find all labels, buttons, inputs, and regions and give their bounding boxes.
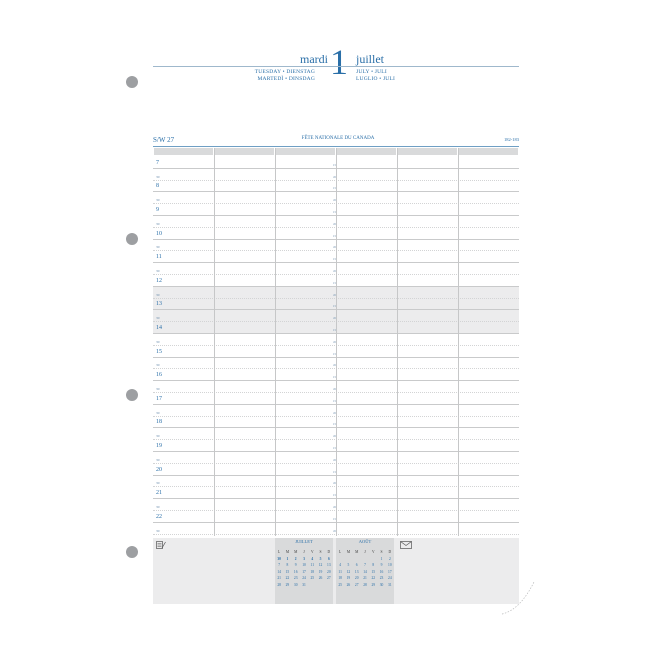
calendar-day: 24 bbox=[302, 576, 306, 580]
weekday-label: S bbox=[319, 550, 322, 554]
hour-label: 16 bbox=[156, 372, 162, 379]
weekday-label: D bbox=[327, 550, 331, 554]
quarter-label: 45 bbox=[333, 316, 336, 321]
calendar-august bbox=[336, 538, 394, 604]
calendar-day: 28 bbox=[277, 582, 281, 587]
calendar-day: 12 bbox=[346, 569, 351, 574]
hour-label: 17 bbox=[156, 395, 162, 402]
calendar-day: 21 bbox=[277, 576, 281, 580]
calendar-day: 30 bbox=[379, 582, 384, 587]
half-hour-label: 30 bbox=[156, 387, 160, 391]
quarter-label: 45 bbox=[333, 457, 336, 462]
month-name: juillet bbox=[356, 52, 384, 66]
weekday-label: S bbox=[380, 550, 383, 554]
weekday-label: J bbox=[303, 550, 305, 554]
calendar-day: 27 bbox=[327, 576, 331, 580]
month-translation-line: LUGLIO • JULI bbox=[356, 75, 396, 82]
weekday-label: M bbox=[294, 550, 298, 554]
calendar-day: 5 bbox=[319, 556, 322, 561]
quarter-label: 15 bbox=[333, 162, 336, 167]
quarter-label: 15 bbox=[333, 280, 336, 285]
quarter-label: 15 bbox=[333, 469, 336, 474]
quarter-label: 15 bbox=[333, 351, 336, 356]
holiday-label: FÊTE NATIONALE DU CANADA bbox=[301, 136, 375, 141]
calendar-day: 30 bbox=[293, 582, 298, 587]
hour-label: 21 bbox=[156, 490, 162, 497]
calendar-title: AOÛT bbox=[358, 539, 372, 544]
quarter-label: 45 bbox=[333, 505, 336, 509]
calendar-day: 29 bbox=[371, 582, 376, 587]
calendar-day: 21 bbox=[363, 576, 367, 580]
quarter-label: 45 bbox=[333, 245, 336, 250]
calendar-day: 14 bbox=[363, 569, 367, 574]
calendar-day: 26 bbox=[318, 576, 323, 580]
calendar-title: JUILLET bbox=[295, 539, 313, 544]
calendar-day: 26 bbox=[346, 582, 351, 587]
quarter-label: 15 bbox=[333, 304, 336, 309]
calendar-day: 20 bbox=[327, 569, 331, 574]
weekday-label: D bbox=[388, 550, 392, 554]
calendar-day: 13 bbox=[327, 563, 331, 567]
calendar-day: 17 bbox=[302, 569, 306, 574]
calendar-day: 10 bbox=[388, 563, 392, 567]
calendar-day: 10 bbox=[302, 563, 306, 567]
half-hour-label: 30 bbox=[156, 339, 160, 344]
half-hour-label: 30 bbox=[156, 505, 160, 509]
half-hour-label: 30 bbox=[156, 434, 160, 439]
calendar-day: 12 bbox=[318, 563, 323, 567]
calendar-day: 15 bbox=[285, 569, 290, 574]
calendar-day: 8 bbox=[286, 563, 289, 567]
quarter-label: 15 bbox=[333, 422, 336, 427]
quarter-label: 15 bbox=[333, 375, 336, 380]
quarter-label: 15 bbox=[333, 257, 336, 262]
calendar-day bbox=[308, 582, 316, 589]
calendar-day: 7 bbox=[364, 563, 366, 567]
calendar-day: 2 bbox=[294, 556, 297, 561]
quarter-label: 45 bbox=[333, 269, 336, 273]
calendar-july bbox=[275, 538, 333, 604]
quarter-label: 45 bbox=[333, 434, 336, 439]
column-header-bar bbox=[398, 148, 457, 155]
hour-label: 22 bbox=[156, 513, 162, 520]
calendar-day: 19 bbox=[318, 569, 323, 574]
column-header-bar bbox=[215, 148, 274, 155]
calendar-day: 18 bbox=[338, 576, 342, 580]
calendar-day: 25 bbox=[310, 576, 315, 580]
hour-label: 12 bbox=[156, 277, 162, 284]
column-divider bbox=[458, 148, 459, 536]
binder-hole bbox=[126, 76, 138, 88]
binder-hole bbox=[126, 546, 138, 558]
hour-label: 20 bbox=[156, 466, 162, 473]
column-header-bar bbox=[337, 148, 396, 155]
calendar-day: 29 bbox=[285, 582, 290, 587]
calendar-days bbox=[336, 549, 394, 588]
schedule-grid[interactable] bbox=[153, 148, 519, 536]
column-divider bbox=[275, 148, 276, 536]
calendar-day: 31 bbox=[388, 582, 392, 587]
half-hour-label: 30 bbox=[156, 316, 160, 321]
calendar-day: 5 bbox=[347, 563, 350, 567]
hour-label: 13 bbox=[156, 301, 162, 308]
half-hour-label: 30 bbox=[156, 457, 160, 462]
quarter-label: 45 bbox=[333, 528, 336, 533]
hour-label: 8 bbox=[156, 183, 159, 190]
weekday-label: L bbox=[339, 550, 342, 554]
quarter-label: 45 bbox=[333, 221, 336, 226]
half-hour-label: 30 bbox=[156, 198, 160, 203]
calendar-day: 4 bbox=[311, 556, 314, 561]
calendar-day: 17 bbox=[388, 569, 392, 574]
column-header-bar bbox=[154, 148, 213, 155]
half-hour-label: 30 bbox=[156, 221, 160, 226]
calendar-day: 9 bbox=[294, 563, 297, 567]
calendar-day: 11 bbox=[310, 563, 314, 567]
calendar-day: 22 bbox=[371, 576, 376, 580]
quarter-label: 45 bbox=[333, 363, 336, 368]
month-translations bbox=[356, 69, 395, 82]
weekday-label: M bbox=[285, 550, 290, 554]
calendar-day: 13 bbox=[354, 569, 359, 574]
calendar-day: 6 bbox=[327, 556, 330, 561]
calendar-day: 15 bbox=[371, 569, 376, 574]
hour-label: 9 bbox=[156, 207, 159, 213]
half-hour-label: 30 bbox=[156, 410, 160, 415]
calendar-day bbox=[316, 582, 324, 589]
calendar-day: 16 bbox=[379, 569, 384, 574]
hour-label: 15 bbox=[156, 348, 162, 355]
calendar-day: 20 bbox=[354, 576, 359, 580]
half-hour-label: 30 bbox=[156, 481, 160, 486]
calendar-day: 14 bbox=[277, 569, 281, 574]
calendar-day: 27 bbox=[354, 582, 359, 587]
calendar-day: 23 bbox=[293, 576, 298, 580]
weekday-label: M bbox=[355, 550, 359, 554]
half-hour-label: 30 bbox=[156, 363, 160, 368]
hour-label: 11 bbox=[156, 254, 162, 261]
column-divider bbox=[214, 148, 215, 536]
calendar-day: 28 bbox=[363, 582, 367, 587]
quarter-label: 15 bbox=[333, 328, 336, 332]
weekday-label: V bbox=[371, 550, 375, 554]
month-translation-line: JULY • JULI bbox=[356, 69, 387, 75]
day-name: mardi bbox=[300, 52, 328, 66]
half-hour-label: 30 bbox=[156, 292, 160, 297]
half-hour-label: 30 bbox=[156, 269, 160, 273]
calendar-day: 16 bbox=[293, 569, 298, 574]
calendar-day: 9 bbox=[380, 563, 383, 567]
column-header-bar bbox=[459, 148, 518, 155]
quarter-label: 45 bbox=[333, 174, 336, 179]
calendar-day: 11 bbox=[338, 569, 342, 574]
column-header-bar bbox=[276, 148, 335, 155]
envelope-icon bbox=[400, 541, 412, 549]
calendar-day: 6 bbox=[355, 563, 358, 567]
calendar-day: 8 bbox=[372, 563, 375, 567]
calendar-day: 2 bbox=[388, 556, 391, 561]
hour-label: 14 bbox=[156, 325, 162, 331]
weekday-label: L bbox=[278, 550, 281, 554]
weekday-label: M bbox=[346, 550, 351, 554]
half-hour-label: 30 bbox=[156, 528, 160, 533]
calendar-day: 7 bbox=[278, 563, 281, 567]
column-divider bbox=[397, 148, 398, 536]
calendar-day: 18 bbox=[310, 569, 315, 574]
half-hour-label: 30 bbox=[156, 174, 160, 179]
calendar-day: 24 bbox=[388, 576, 392, 580]
hour-label: 10 bbox=[156, 230, 162, 237]
half-hour-label: 30 bbox=[156, 245, 160, 250]
quarter-label: 15 bbox=[333, 398, 336, 403]
day-number: 1 bbox=[330, 42, 348, 82]
calendar-day bbox=[325, 582, 333, 589]
grid-top-rule bbox=[153, 146, 519, 147]
quarter-label: 45 bbox=[333, 481, 336, 486]
day-count: 182-183 bbox=[504, 137, 519, 142]
quarter-label: 15 bbox=[333, 446, 336, 450]
notes-icon bbox=[156, 541, 166, 549]
calendar-day: 19 bbox=[346, 576, 351, 580]
quarter-label: 15 bbox=[333, 186, 336, 191]
quarter-label: 45 bbox=[333, 198, 336, 203]
calendar-day: 25 bbox=[338, 582, 342, 587]
calendar-day: 1 bbox=[286, 556, 289, 561]
quarter-label: 15 bbox=[333, 493, 336, 498]
page-corner-curl bbox=[500, 580, 536, 616]
calendar-day: 1 bbox=[380, 556, 383, 561]
calendar-days bbox=[275, 549, 333, 588]
quarter-label: 15 bbox=[333, 210, 336, 214]
weekday-label: V bbox=[310, 550, 314, 554]
header-rule bbox=[153, 66, 519, 67]
quarter-label: 15 bbox=[333, 516, 336, 521]
calendar-day: 31 bbox=[302, 582, 306, 587]
calendar-day: 3 bbox=[303, 556, 305, 561]
quarter-label: 45 bbox=[333, 339, 336, 344]
mini-calendar-table bbox=[336, 549, 394, 588]
quarter-label: 45 bbox=[333, 387, 336, 391]
quarter-label: 45 bbox=[333, 410, 336, 415]
day-translation-line: TUESDAY • DIENSTAG bbox=[254, 69, 315, 75]
calendar-day: 23 bbox=[379, 576, 384, 580]
quarter-label: 15 bbox=[333, 233, 336, 238]
day-translation-line: MARTEDÌ • DINSDAG bbox=[257, 75, 315, 82]
day-translations bbox=[220, 69, 315, 82]
week-number: S/W 27 bbox=[153, 136, 175, 144]
calendar-day: 22 bbox=[285, 576, 290, 580]
hour-label: 19 bbox=[156, 443, 162, 449]
quarter-label: 45 bbox=[333, 292, 336, 297]
hour-label: 7 bbox=[156, 159, 159, 166]
binder-hole bbox=[126, 389, 138, 401]
hour-label: 18 bbox=[156, 419, 162, 426]
calendar-day: 30 bbox=[277, 556, 281, 561]
column-divider bbox=[336, 148, 337, 536]
weekday-label: J bbox=[364, 550, 366, 554]
mini-calendar-table bbox=[275, 549, 333, 588]
binder-hole bbox=[126, 233, 138, 245]
calendar-day: 4 bbox=[339, 563, 342, 567]
